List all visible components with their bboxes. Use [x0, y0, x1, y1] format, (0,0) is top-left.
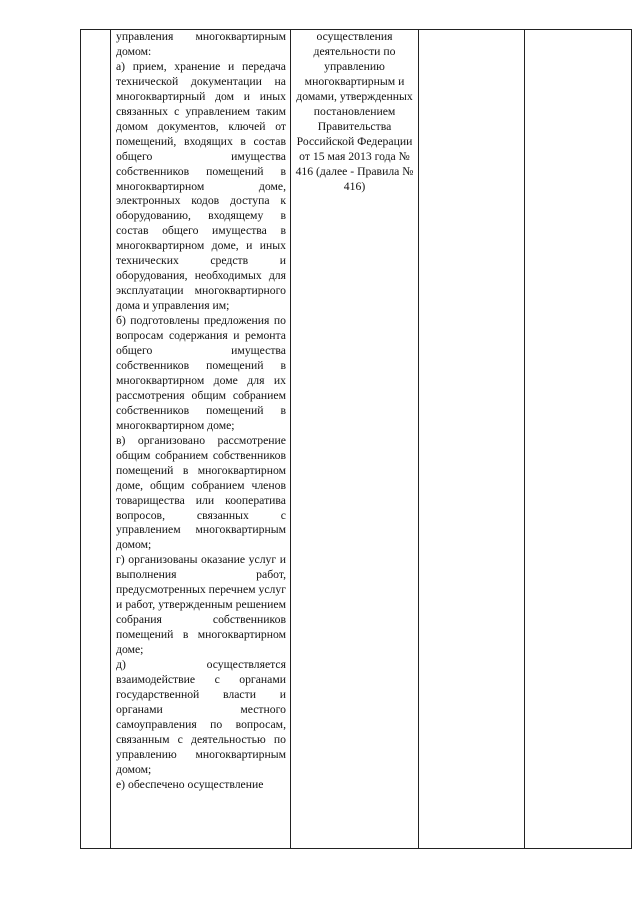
- requirement-paragraph: г) организованы оказание услуг и выполнения работ, предусмотренных перечнем услуг и работ, утвержденным решением собрания собственников помещений в многоквартирном доме;: [116, 553, 286, 657]
- requirements-cell: [111, 30, 291, 849]
- requirement-paragraph: в) организовано рассмотрение общим собранием собственников помещений в многоквартирном доме, общим собранием членов товарищества или кооператива вопросов, связанных с управлением многоквартирным домом;: [116, 433, 286, 552]
- checklist-table: [80, 29, 632, 849]
- table-row: [81, 30, 632, 849]
- row-number-cell: [81, 30, 111, 849]
- requirement-paragraph: б) подготовлены предложения по вопросам содержания и ремонта общего имущества собственников помещений в многоквартирном доме для их рассмотрения общим собранием собственников помещений в многоквартирном доме;: [116, 314, 286, 432]
- legal-basis-cell: [291, 30, 419, 849]
- answer-cell: [419, 30, 525, 849]
- requirement-paragraph: а) прием, хранение и передача технической документации на многоквартирный дом и иных связанных с управлением таким домом документов, ключей от помещений, входящих в состав общего имущества собственников помещений в многоквартирном доме, электронных кодов доступа к оборудованию, входящему в состав общего имущества в многоквартирном доме, и иных технических средств и оборудования, необходимых для эксплуатации многоквартирного дома и управления им;: [116, 59, 286, 313]
- requirement-paragraph: д) осуществляется взаимодействие с органами государственной власти и органами местного самоуправления по вопросам, связанным с деятельностью по управлению многоквартирным домом;: [116, 658, 286, 776]
- note-cell: [525, 30, 632, 849]
- requirement-paragraph: управления многоквартирным домом:: [116, 30, 286, 58]
- legal-basis-text: осуществления деятельности по управлению многоквартирным и домами, утвержденных постановлением Правительства Российской Федерации от 15 мая 2013 года № 416 (далее - Правила № 416): [295, 30, 414, 193]
- requirement-paragraph: е) обеспечено осуществление: [116, 777, 264, 791]
- requirements-text: [111, 30, 290, 793]
